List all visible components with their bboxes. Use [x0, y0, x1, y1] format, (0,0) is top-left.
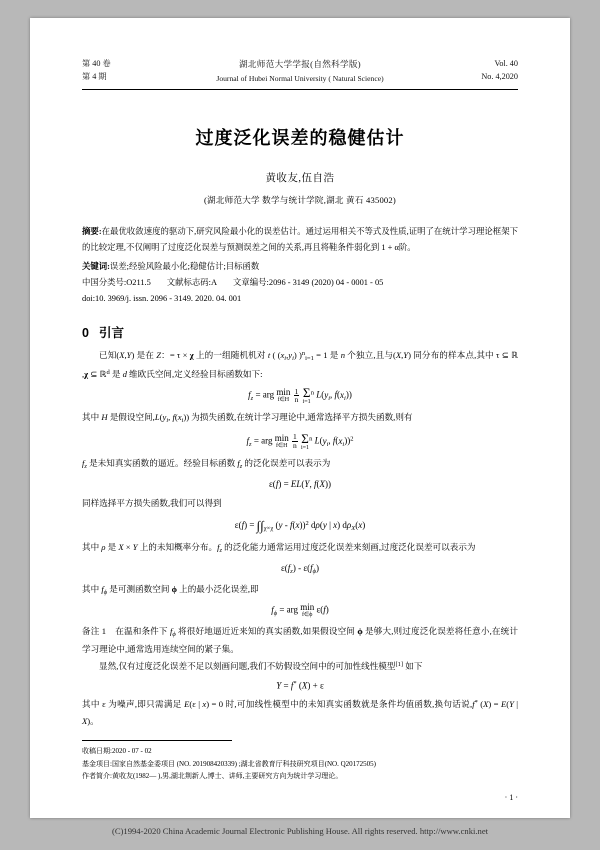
abstract-text: 在最优收敛速度的驱动下,研究风险最小化的误差估计。通过运用相关不等式及性质,证明了在统计学习理论框架下的比较定理,不仅阐明了过度泛化误差与预测误差之间的关系,再且将鞋条件弱化到 1 + α阶。	[82, 227, 519, 252]
article-id-value: 2096 - 3149 (2020) 04 - 0001 - 05	[268, 278, 384, 288]
section-number: 0	[82, 326, 89, 341]
keywords-label: 关键词:	[82, 262, 110, 272]
volume-info	[82, 58, 152, 83]
page-title: 过度泛化误差的稳健估计	[195, 128, 405, 149]
paragraph-3: $f_z$ 是未知真实函数的逼近。经验目标函数 $f_z$ 的泛化误差可以表示为	[82, 458, 331, 470]
journal-name	[152, 58, 448, 85]
equation-2: $f_z$ = arg min f∈H $\frac{1}{n}$ Σ i=1 $^n$ $L(y_i$, $f(x_i))^2$	[246, 431, 354, 452]
affiliation: (湖北师范大学 数学与统计学院,湖北 黄石 435002)	[204, 195, 396, 206]
equation-3: ε(f) = EL(Y, f(X))	[269, 478, 331, 489]
equation-6: $f_\phi$ = arg min f∈ϕ ε(f)	[271, 602, 329, 619]
paragraph-4: 同样选择平方损失函数,我们可以得到	[82, 498, 222, 509]
paragraph-9: 其中 ε 为噪声,即只需满足 E(ε | x) = 0 时,可加线性模型中的未知真实函数就是条件均值函数,换句话说,f* (X) = E(Y | X)。	[82, 699, 519, 727]
fund-project: 基金项目:国家自然基金委项目 (NO. 201908420339) ;湖北省教育厅科技研究项目(NO. Q20172505)	[82, 759, 376, 768]
paragraph-2: 其中 H 是假设空间$,L(y_i$, $f(x_i)$) 为损失函数,在统计学习理论中,通常选择平方损失函数,则有	[82, 412, 413, 425]
paragraph-7: 备注 1 在温和条件下 $f_\phi$ 将很好地逼近近来知的真实函数,如果假设空间 ϕ 是够大,则过度泛化误差将任意小,在统计学习理论中,通常选用连续空间的紧子集。	[82, 625, 518, 655]
doi-line: doi:10. 3969/j. issn. 2096 - 3149. 2020. 04. 001	[82, 294, 242, 304]
volume-line-en: Vol. 40	[494, 59, 518, 68]
section-title: 引言	[98, 326, 124, 341]
keywords-text: 误差;经验风险最小化;稳健估计;目标函数	[109, 262, 260, 272]
page-number: · 1 ·	[504, 793, 518, 802]
volume-line: 第 40 卷	[82, 59, 111, 68]
author-bio: 作者简介:黄收友(1982— ),男,湖北荆新人,博士、讲师,主要研究方向为统计学习理论。	[82, 772, 343, 781]
article-id-label: 文章编号:	[233, 278, 269, 288]
clc-line	[82, 275, 518, 291]
issue-line: 第 4 期	[82, 71, 107, 81]
author-list: 黄收友,伍自浩	[265, 173, 335, 185]
clc-value: O211.5	[126, 278, 151, 288]
paragraph-1: 已知(X,Y) 是在 Z：= τ × χ 上的一组随机机对 t ( $(x_i,y_i) )^n_{i=1} = 1$ 是 n 个独立,且与(X,Y) 同分布的样本点,其中 τ ⊆ ℝ ,χ ⊆ ℝ$^d$ 是 d 维欧氏空间,定义经验目标函数如下:	[82, 349, 518, 379]
paragraph-5: 其中 ρ 是 X × Y 上的未知概率分布。$f_z$ 的泛化能力通常运用过度泛化误差来刻画,过度泛化误差可以表示为	[82, 542, 476, 555]
document-code: 文献标志码:A	[166, 278, 218, 288]
abstract-label: 摘要:	[82, 227, 102, 237]
issue-line-en: No. 4,2020	[481, 71, 518, 81]
header-divider	[82, 89, 518, 90]
keywords-line	[82, 259, 518, 275]
equation-4: $\varepsilon(f) = \int\int_{\chi\times\chi}$ (y - f(x))$^2$ dρ(y | x) $d\rho_X(x)$	[234, 517, 366, 533]
running-head	[82, 58, 518, 85]
paragraph-6: 其中 $f_\phi$ 是可测函数空间 ϕ 上的最小泛化误差,即	[82, 583, 259, 596]
volume-info-en	[448, 58, 518, 83]
footnote-rule	[82, 740, 232, 741]
paper-page	[30, 18, 570, 818]
abstract-paragraph	[82, 224, 518, 255]
received-date: 收稿日期:2020 - 07 - 02	[82, 747, 152, 756]
journal-name-cn: 湖北师范大学学报(自然科学版)	[239, 59, 361, 69]
equation-7: Y = f* (X) + ε	[276, 679, 324, 690]
abstract-block	[82, 224, 518, 307]
clc-label: 中国分类号:	[82, 278, 127, 288]
journal-name-en: Journal of Hubei Normal University ( Natural Science)	[216, 74, 384, 84]
section-heading	[82, 323, 518, 341]
paragraph-8: 显然,仅有过度泛化误差不足以刻画问题,我们不妨假设空间中的可加性线性模型[1] 如下	[99, 660, 423, 671]
equation-1: $f_z$ = arg min f∈H $\frac{1}{n}$ Σ i=1 $^n$ $L(y_i$, $f(x_i)$)	[248, 385, 352, 406]
equation-5: $\varepsilon(f_z) - \varepsilon(f_\phi)$	[281, 563, 319, 575]
footnote-block	[82, 740, 518, 784]
copyright-banner: (C)1994-2020 China Academic Journal Electronic Publishing House. All rights reserved. http://www.cnki.net	[111, 826, 489, 836]
